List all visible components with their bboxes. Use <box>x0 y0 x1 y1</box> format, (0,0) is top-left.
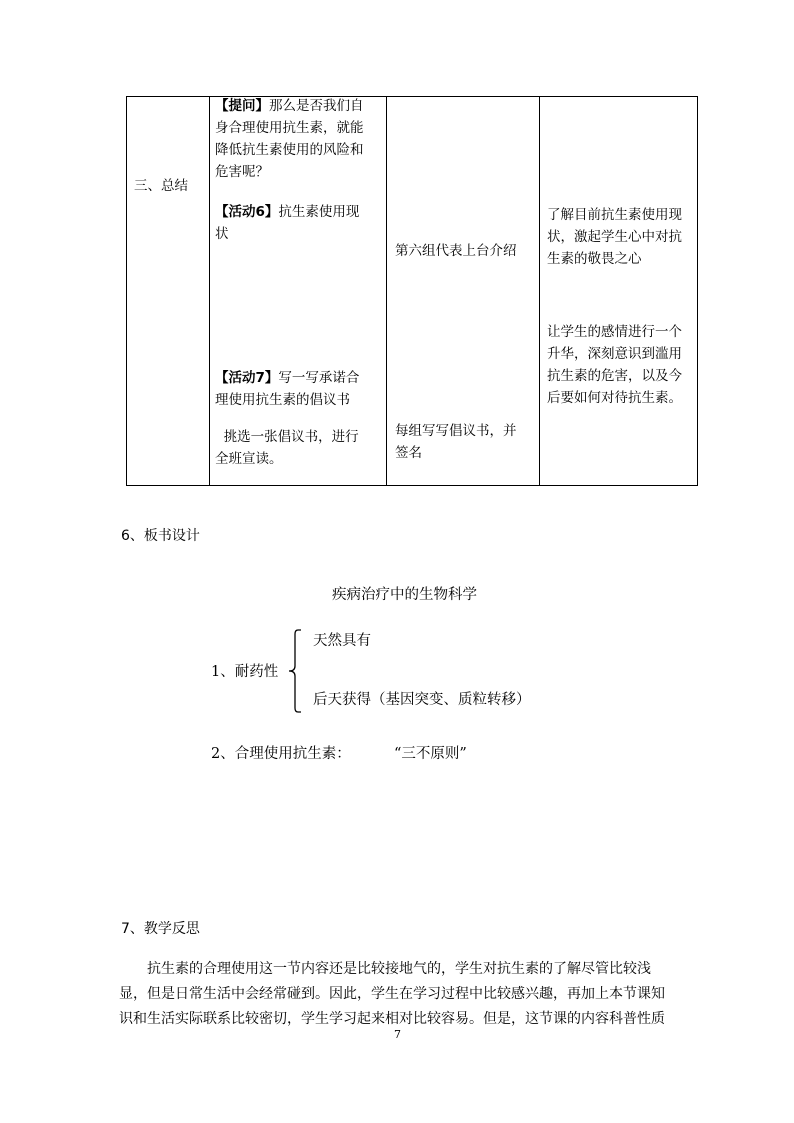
item1-label: 1、耐药性 <box>211 664 279 680</box>
purpose-b: 让学生的感情进行一个 升华，深刻意识到滥用 抗生素的危害，以及今 后要如何对待抗生素。 <box>547 324 682 406</box>
activity7-extra-line: 挑选一张倡议书，进行 <box>215 429 359 445</box>
stage-label: 三、总结 <box>134 178 188 194</box>
question-line: 那么是否我们自 <box>269 98 364 114</box>
lesson-table <box>126 96 698 486</box>
item2-value: “三不原则” <box>394 746 467 762</box>
section7-heading: 7、教学反思 <box>121 921 200 937</box>
branch-b: 后天获得（基因突变、质粒转移） <box>313 692 531 708</box>
activity7-extra <box>215 426 359 470</box>
activity6-block <box>215 201 359 245</box>
activity7-line: 写一写承诺合 <box>278 370 360 386</box>
purpose-a: 了解目前抗生素使用现 状，激起学生心中对抗 生素的敬畏之心 <box>547 207 682 267</box>
purpose-cell <box>540 97 698 486</box>
student-activity-b: 每组写写倡议书，并 签名 <box>395 423 517 461</box>
student-activity-a: 第六组代表上台介绍 <box>395 243 517 259</box>
activity6-line: 抗生素使用现 <box>278 204 360 220</box>
brace-icon <box>286 628 306 714</box>
table-row <box>127 97 698 486</box>
stage-cell <box>127 97 210 486</box>
question-block <box>215 95 364 183</box>
board-title: 疾病治疗中的生物科学 <box>332 587 477 603</box>
item2-label: 2、合理使用抗生素： <box>211 746 351 762</box>
section6-heading: 6、板书设计 <box>121 528 200 544</box>
question-line: 危害呢？ <box>215 164 269 180</box>
activity6-line: 状 <box>215 226 229 242</box>
activity7-extra-line: 全班宣读。 <box>215 451 283 467</box>
activity7-block <box>215 367 359 411</box>
activity7-tag: 【活动7】 <box>215 370 279 386</box>
question-tag: 【提问】 <box>215 98 269 114</box>
reflection-line: 抗生素的合理使用这一节内容还是比较接地气的，学生对抗生素的了解尽管比较浅 <box>147 961 651 977</box>
branch-a: 天然具有 <box>313 633 371 649</box>
reflection-line: 识和生活实际联系比较密切，学生学习起来相对比较容易。但是，这节课的内容科普性质 <box>119 1011 665 1027</box>
activity7-line: 理使用抗生素的倡议书 <box>215 392 350 408</box>
reflection-line: 显，但是日常生活中会经常碰到。因此，学生在学习过程中比较感兴趣，再加上本节课知 <box>119 986 665 1002</box>
student-activity-cell <box>387 97 540 486</box>
question-line: 降低抗生素使用的风险和 <box>215 142 364 158</box>
question-line: 身合理使用抗生素，就能 <box>215 120 364 136</box>
teacher-activity-cell <box>210 97 387 486</box>
activity6-tag: 【活动6】 <box>215 204 279 220</box>
page-number: 7 <box>394 1028 401 1041</box>
